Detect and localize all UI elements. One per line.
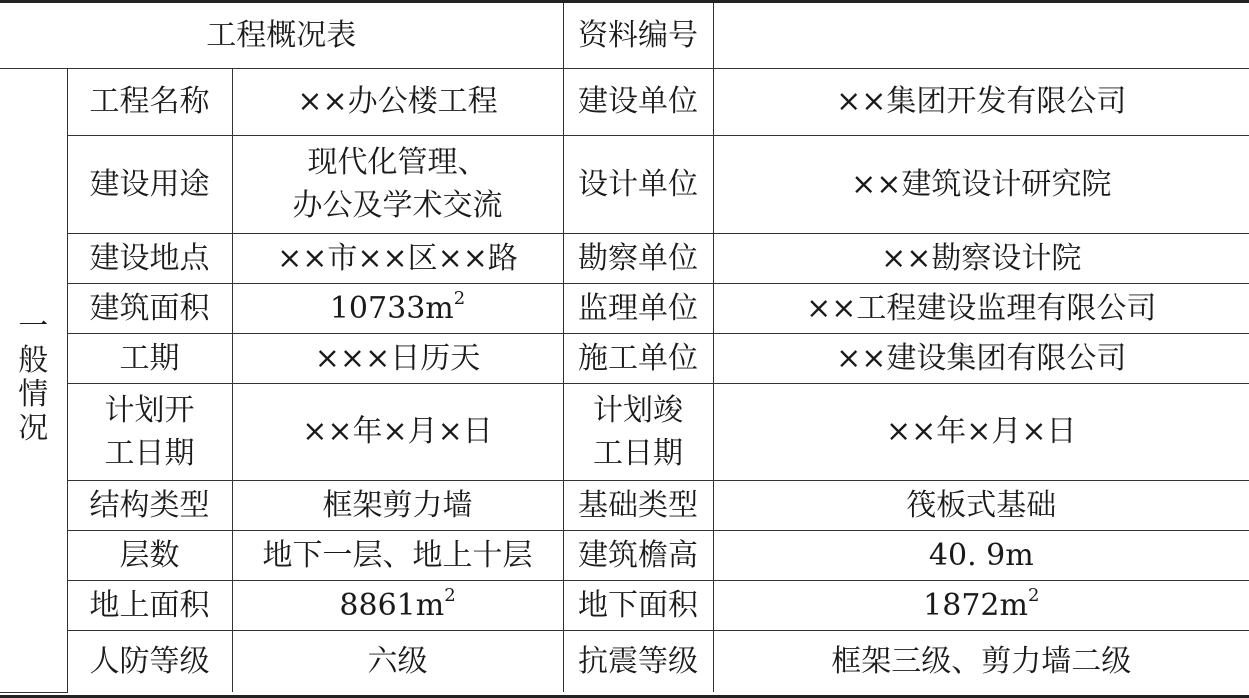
- table-row: [0, 135, 1249, 233]
- field-label-line: 计划开: [104, 392, 195, 428]
- table-row: [0, 480, 1249, 530]
- field-value: ×××日历天: [232, 333, 563, 383]
- ref-number-label: 资料编号: [563, 3, 713, 68]
- section-label-cell: [0, 68, 67, 692]
- field-value: 框架剪力墙: [232, 480, 563, 530]
- table-row: [0, 580, 1249, 630]
- field-label: 建设地点: [67, 233, 232, 283]
- table-row: [0, 68, 1249, 135]
- field-label: 设计单位: [563, 135, 713, 233]
- field-value: ××建筑设计研究院: [713, 135, 1249, 233]
- area-value: 1872m: [923, 587, 1028, 623]
- table-title: 工程概况表: [0, 3, 563, 68]
- project-overview-table: [0, 3, 1249, 693]
- table-row: [0, 530, 1249, 580]
- field-label: 建筑面积: [67, 283, 232, 333]
- field-label-line: 工日期: [104, 435, 195, 471]
- field-value: [232, 580, 563, 630]
- ref-number-value: [713, 3, 1249, 68]
- field-label: 基础类型: [563, 480, 713, 530]
- table-row: [0, 383, 1249, 480]
- field-label: 结构类型: [67, 480, 232, 530]
- field-value: 40. 9m: [713, 530, 1249, 580]
- table-row: [0, 333, 1249, 383]
- field-label: 工期: [67, 333, 232, 383]
- field-label: 施工单位: [563, 333, 713, 383]
- field-value: 六级: [232, 630, 563, 692]
- field-value: ××年×月×日: [713, 383, 1249, 480]
- field-value: 筏板式基础: [713, 480, 1249, 530]
- field-label: [563, 383, 713, 480]
- field-label-line: 工日期: [593, 435, 684, 471]
- field-label: 建设单位: [563, 68, 713, 135]
- table-row: [0, 630, 1249, 692]
- field-label: 勘察单位: [563, 233, 713, 283]
- field-value: [232, 135, 563, 233]
- table-row: [0, 233, 1249, 283]
- field-value: 框架三级、剪力墙二级: [713, 630, 1249, 692]
- field-label: 地下面积: [563, 580, 713, 630]
- unit-exponent: 2: [453, 287, 466, 309]
- field-value: ××勘察设计院: [713, 233, 1249, 283]
- field-label: 地上面积: [67, 580, 232, 630]
- field-label: 人防等级: [67, 630, 232, 692]
- field-label: [67, 383, 232, 480]
- area-value: 10733m: [329, 290, 454, 326]
- field-value-line: 现代化管理、: [307, 145, 488, 180]
- field-label-line: 计划竣: [593, 392, 684, 428]
- field-label: 建筑檐高: [563, 530, 713, 580]
- field-label: 建设用途: [67, 135, 232, 233]
- field-value: ××建设集团有限公司: [713, 333, 1249, 383]
- table-row: [0, 283, 1249, 333]
- field-value: ××年×月×日: [232, 383, 563, 480]
- area-value: 8861m: [339, 587, 445, 623]
- field-value: ××办公楼工程: [232, 68, 563, 135]
- field-value: [232, 283, 563, 333]
- unit-exponent: 2: [1027, 584, 1040, 606]
- field-label: 抗震等级: [563, 630, 713, 692]
- field-value: [713, 580, 1249, 630]
- field-label: 工程名称: [67, 68, 232, 135]
- field-label: 层数: [67, 530, 232, 580]
- header-row: [0, 3, 1249, 68]
- field-value-line: 办公及学术交流: [292, 188, 503, 223]
- field-value: ××集团开发有限公司: [713, 68, 1249, 135]
- field-label: 监理单位: [563, 283, 713, 333]
- field-value: ××工程建设监理有限公司: [713, 283, 1249, 333]
- section-label: 一般情况: [18, 309, 49, 446]
- unit-exponent: 2: [444, 584, 456, 606]
- field-value: 地下一层、地上十层: [232, 530, 563, 580]
- field-value: ××市××区××路: [232, 233, 563, 283]
